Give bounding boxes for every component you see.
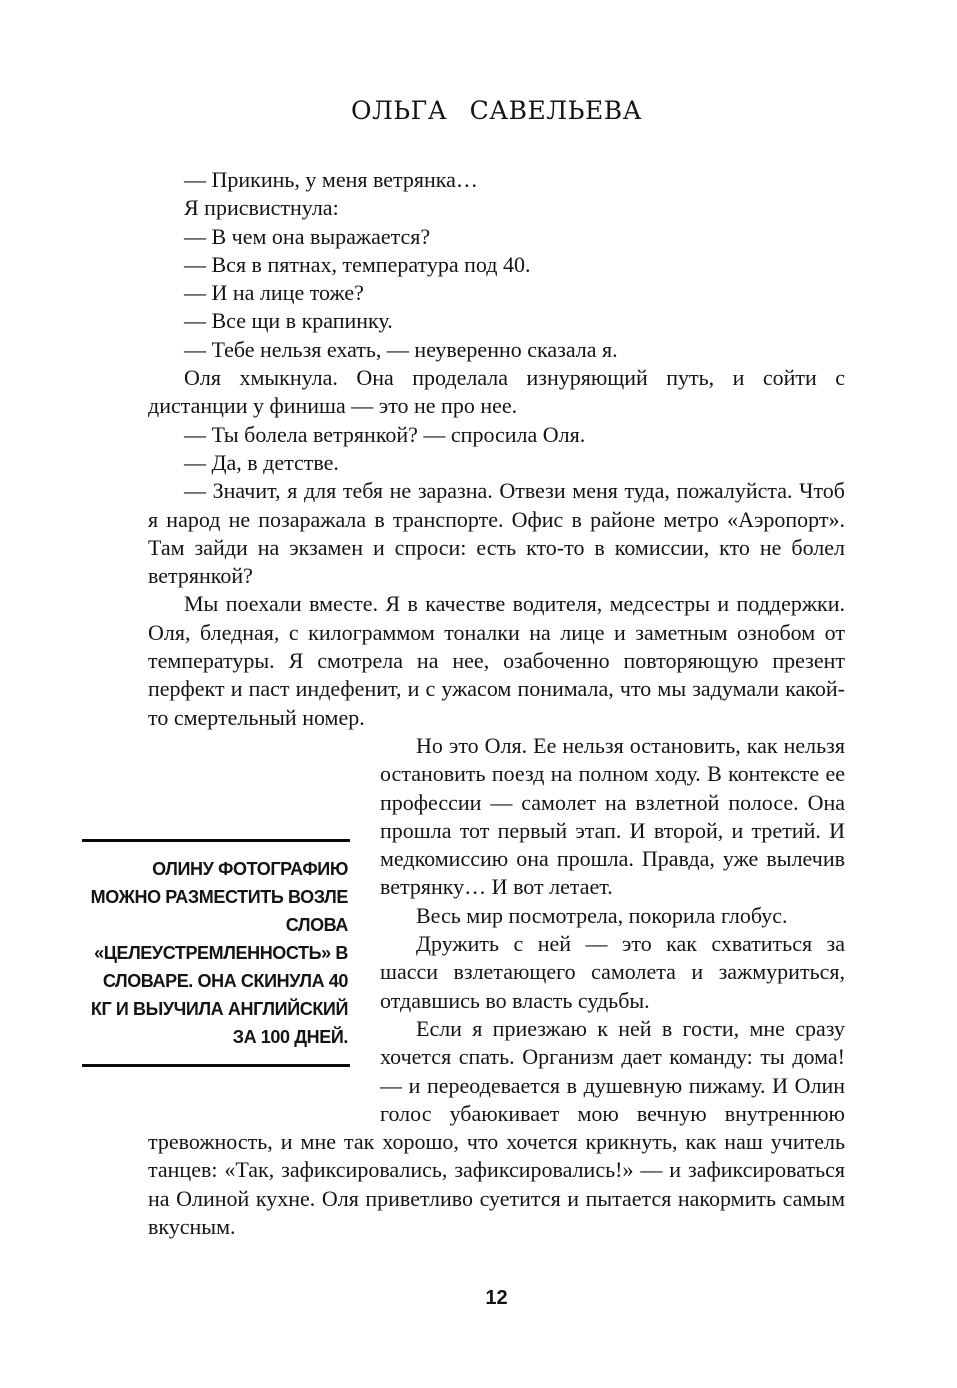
pullquote-top-rule (82, 839, 350, 842)
running-header: ОЛЬГА САВЕЛЬЕВА (350, 96, 643, 125)
paragraph: Я присвистнула: (184, 195, 339, 221)
paragraph: — Ты болела ветрянкой? — спросила Оля. (184, 421, 586, 447)
paragraph: — Да, в детстве. (184, 449, 339, 475)
paragraph: Весь мир посмотрела, покорила глобус. (416, 902, 788, 928)
pullquote-bottom-rule (82, 1064, 350, 1067)
paragraph: Дружить с ней — это как схватиться за шасси взлетающего самолета и зажмуриться, отдавшись во власть судьбы. (380, 931, 845, 1013)
paragraph: — Все щи в крапинку. (184, 308, 393, 334)
paragraph: — Прикинь, у меня ветрянка… (184, 167, 478, 192)
paragraph: — И на лице тоже? (184, 280, 364, 306)
paragraph: Мы поехали вместе. Я в качестве водителя, медсестры и поддержки. Оля, бледная, с килограммом тоналки на лице и заметным ознобом от температуры. Я смотрела на нее, озабоченно повторяющую презент перфект и паст индефенит, и с ужасом понимала, что мы задумали какой-то смертельный номер. (148, 591, 845, 730)
paragraph: Оля хмыкнула. Она проделала изнуряющий путь, и сойти с дистанции у финиша — это не про нее. (148, 365, 845, 419)
paragraph: — Вся в пятнах, температура под 40. (184, 251, 531, 277)
text-block (90, 166, 845, 1241)
page-number: 12 (485, 1287, 508, 1309)
paragraph: Но это Оля. Ее нельзя остановить, как нельзя остановить поезд на полном ходу. В контексте ее профессии — самолет на взлетной полосе. Она прошла тот первый этап. И второй, и третий. И медкомиссию она прошла. Правда, уже вылечив ветрянку… И вот летает. (380, 732, 845, 900)
pullquote-text: ОЛИНУ ФОТОГРАФИЮ МОЖНО РАЗМЕСТИТЬ ВОЗЛЕ СЛОВА «ЦЕЛЕУСТРЕМЛЕННОСТЬ» В СЛОВАРЕ. ОНА СКИНУЛА 40 КГ И ВЫУЧИЛА АНГЛИЙСКИЙ ЗА 100 ДНЕЙ. (90, 858, 348, 1047)
paragraph: — В чем она выражается? (184, 223, 431, 249)
paragraph: — Тебе нельзя ехать, — неуверенно сказала я. (184, 336, 618, 362)
paragraph: Если я приезжаю к ней в гости, мне сразу хочется спать. Организм дает команду: ты дома! — и переодевается в душевную пижаму. И Олин голос убаюкивает мою вечную внутреннюю тревожность, и мне так хорошо, что хочется крикнуть, как наш учитель танцев: «Так, зафиксировались, зафиксировались!» — и зафиксироваться на Олиной кухне. Оля приветливо суетится и пытается накормить самым вкусным. (148, 1015, 845, 1239)
paragraph: — Значит, я для тебя не заразна. Отвези меня туда, пожалуйста. Чтоб я народ не позаражала в транспорте. Офис в районе метро «Аэропорт». Там зайди на экзамен и спроси: есть кто-то в комиссии, кто не болел ветрянкой? (148, 478, 845, 589)
pullquote-sidebar (82, 817, 350, 1125)
